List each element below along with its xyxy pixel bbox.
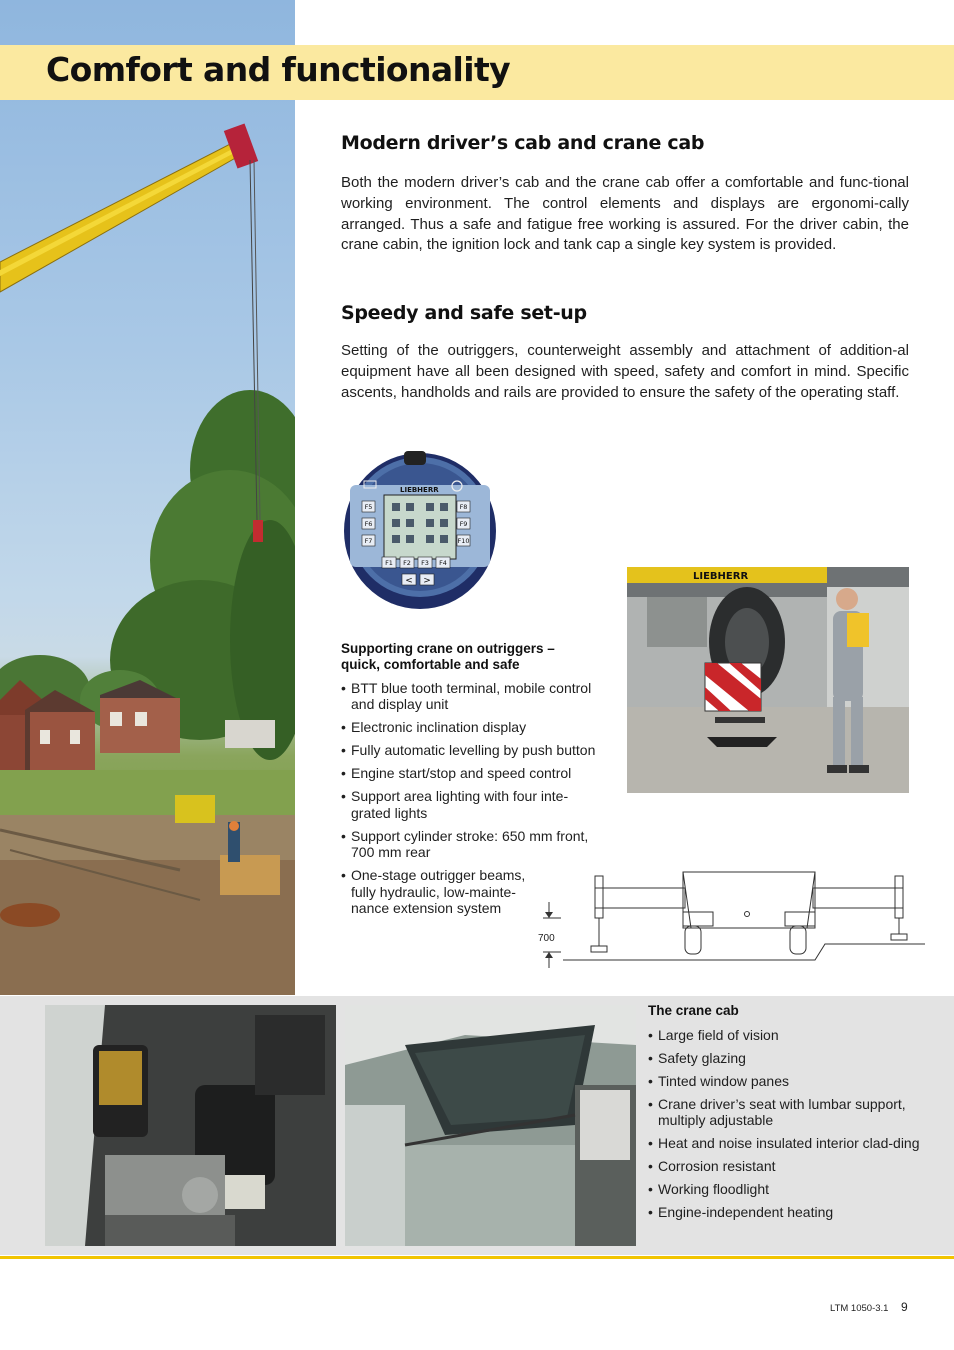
section-body-setup: Setting of the outriggers, counterweight assembly and attachment of addition-al equipment have all been designed with speed, safety and comfort in mind. Specific ascents, handholds and rails are provided to ensure the safety of the operating staff.: [341, 342, 909, 401]
list-item: • Engine start/stop and speed control: [341, 765, 613, 781]
outrigger-operator-photo: [627, 567, 909, 793]
btt-control-unit-image: [336, 445, 512, 615]
photo-brand-label: LIEBHERR: [693, 571, 749, 582]
dimension-label: 700: [538, 933, 555, 944]
bottom-accent-line: [0, 1256, 954, 1259]
page-title: Comfort and functionality: [46, 50, 511, 89]
list-item: • Crane driver’s seat with lumbar support, multiply adjustable: [648, 1096, 928, 1129]
btt-key: F5: [364, 503, 373, 511]
btt-arrow-right: >: [423, 576, 431, 586]
list-item: • Working floodlight: [648, 1181, 928, 1197]
btt-arrow-left: <: [405, 576, 413, 586]
list-item: • Electronic inclination display: [341, 719, 613, 735]
btt-key: F7: [364, 537, 373, 545]
crane-site-photo: [0, 0, 295, 995]
list-item: • Safety glazing: [648, 1050, 928, 1066]
list-item: • Engine-independent heating: [648, 1204, 928, 1220]
btt-key: F8: [459, 503, 468, 511]
page-number: 9: [901, 1300, 908, 1314]
section-body-cab: Both the modern driver’s cab and the crane cab offer a comfortable and func-tional working environment. The control elements and displays are ergonomi-cally arranged. Thus a safe and fatigue free working is assured. For the driver cabin, the crane cabin, the ignition lock and tank cap a single key system is provided.: [341, 174, 909, 254]
btt-key: F6: [364, 520, 373, 528]
list-item: • Heat and noise insulated interior clad-ding: [648, 1135, 920, 1151]
crane-cab-title: The crane cab: [648, 1003, 739, 1018]
section-heading-cab: Modern driver’s cab and crane cab: [341, 132, 705, 154]
list-item: • Support area lighting with four inte-grated lights: [341, 788, 593, 821]
btt-brand: LIEBHERR: [400, 486, 439, 494]
btt-key: F2: [403, 559, 411, 567]
list-item: • Large field of vision: [648, 1027, 928, 1043]
list-item: • Tinted window panes: [648, 1073, 928, 1089]
list-item: • BTT blue tooth terminal, mobile control and display unit: [341, 680, 613, 713]
list-item: • Corrosion resistant: [648, 1158, 928, 1174]
crane-cab-seat-photo: [45, 1005, 336, 1246]
list-item: • Fully automatic levelling by push button: [341, 742, 613, 758]
btt-key: F4: [439, 559, 447, 567]
list-item: • Support cylinder stroke: 650 mm front, 700 mm rear: [341, 828, 613, 861]
outrigger-diagram: [535, 868, 925, 976]
list-item: • One-stage outrigger beams, fully hydraulic, low-mainte-nance extension system: [341, 867, 547, 916]
crane-cab-roof-window-photo: [345, 1005, 636, 1246]
btt-key: F10: [457, 537, 470, 545]
section-heading-setup: Speedy and safe set-up: [341, 302, 587, 324]
btt-key: F3: [421, 559, 429, 567]
btt-key: F9: [459, 520, 468, 528]
document-code: LTM 1050-3.1: [830, 1303, 889, 1314]
btt-key: F1: [385, 559, 393, 567]
outriggers-title: Supporting crane on outriggers – quick, comfortable and safe: [341, 641, 555, 672]
crane-cab-list: [648, 1027, 928, 1227]
